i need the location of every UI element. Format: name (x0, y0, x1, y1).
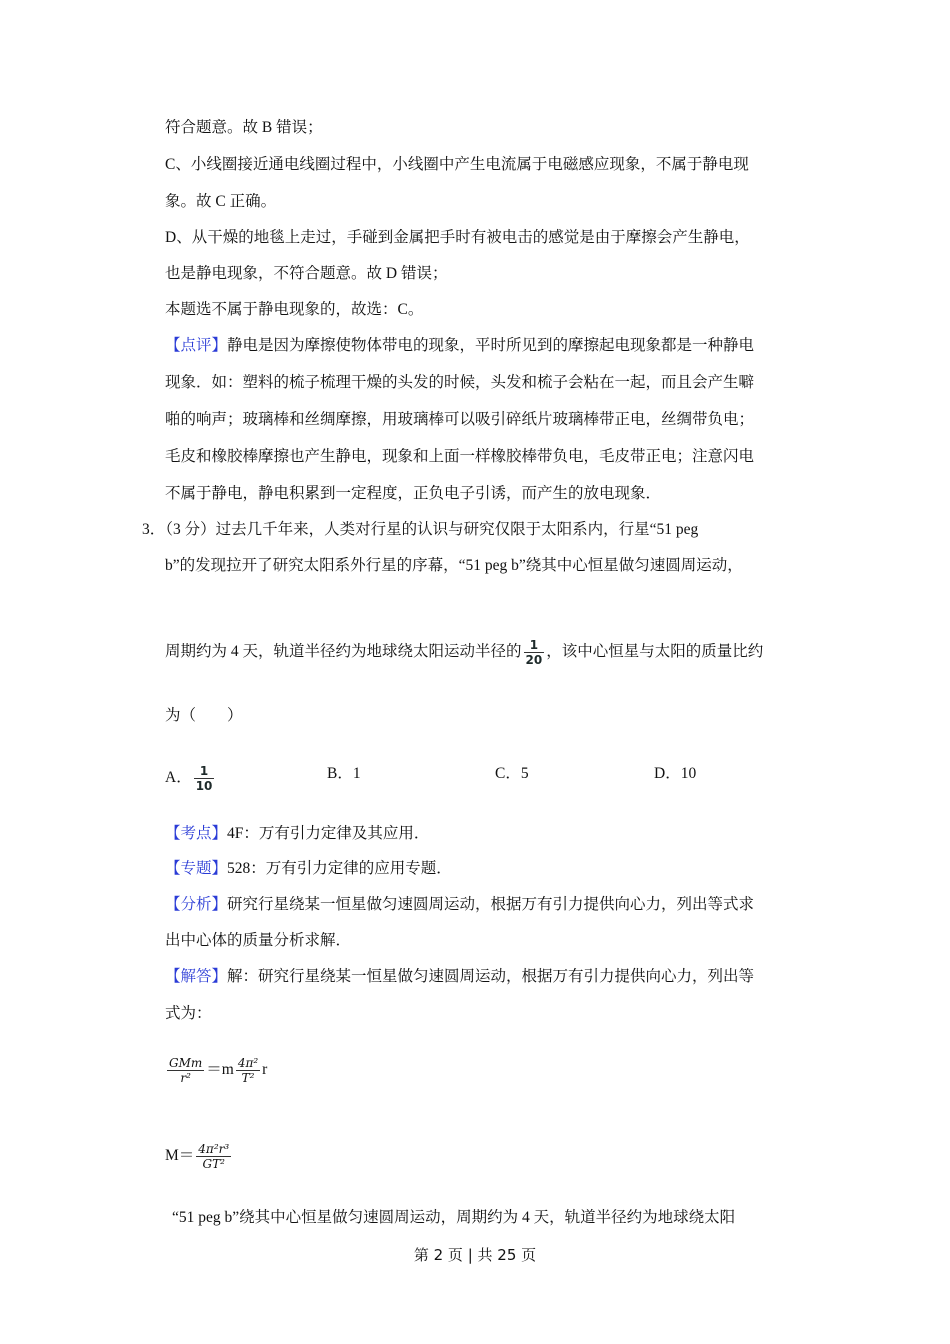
equals-sign: ＝m (206, 1061, 234, 1079)
option-label: D． (654, 765, 681, 782)
question-number: 3． (142, 521, 166, 538)
equation-1 (165, 1056, 267, 1085)
comment-line (165, 336, 754, 356)
option-label: B． (327, 765, 353, 782)
option-label: C． (495, 765, 521, 782)
fraction-num: 1 (199, 764, 209, 778)
comment-line: 啪的响声；玻璃棒和丝绸摩擦，用玻璃棒可以吸引碎纸片玻璃棒带正电，丝绸带负电； (165, 411, 755, 428)
text-line: C、小线圈接近通电线圈过程中，小线圈中产生电流属于电磁感应现象，不属于静电现 (165, 156, 749, 173)
jieda-line (165, 967, 754, 987)
question-line: b”的发现拉开了研究太阳系外行星的序幕，“51 peg b”绕其中心恒星做匀速圆周运动， (165, 557, 743, 574)
text-line: 象。故 C 正确。 (165, 193, 277, 210)
text-line: 本题选不属于静电现象的，故选：C。 (165, 301, 424, 318)
fraction (236, 1056, 260, 1085)
fraction-num: 1 (529, 638, 539, 652)
kaodian-line (165, 824, 429, 844)
comment-text: 静电是因为摩擦使物体带电的现象，平时所见到的摩擦起电现象都是一种静电 (227, 337, 755, 354)
fraction (524, 638, 545, 667)
option-b (327, 764, 361, 784)
zhuanti-tag: 【专题】 (165, 860, 228, 877)
fraction-num: GMm (169, 1056, 203, 1070)
zhuanti-text: 528：万有引力定律的应用专题． (227, 860, 452, 877)
kaodian-text: 4F：万有引力定律及其应用． (227, 825, 430, 842)
equation-lhs: M＝ (165, 1147, 195, 1165)
question-text: （3 分）过去几千年来，人类对行星的认识与研究仅限于太阳系内，行星“51 peg (165, 521, 699, 538)
fraction-den: r² (167, 1070, 204, 1085)
fraction-num: 4π²r³ (198, 1142, 230, 1156)
fenxi-line: 出中心体的质量分析求解． (165, 932, 352, 949)
question-line (165, 638, 763, 667)
jieda-tag: 【解答】 (165, 968, 228, 985)
text-line: D、从干燥的地毯上走过，手碰到金属把手时有被电击的感觉是由于摩擦会产生静电， (165, 229, 750, 246)
option-a (165, 764, 216, 793)
kaodian-tag: 【考点】 (165, 825, 228, 842)
fraction-den: GT² (196, 1156, 231, 1171)
fraction (167, 1056, 204, 1085)
option-c (495, 764, 529, 784)
fenxi-text: 研究行星绕某一恒星做匀速圆周运动，根据万有引力提供向心力，列出等式求 (227, 896, 755, 913)
page-footer: 第 2 页 | 共 25 页 (413, 1246, 537, 1264)
fenxi-line (165, 895, 754, 915)
fraction-num: 4π² (237, 1056, 259, 1070)
fraction (196, 1142, 231, 1171)
comment-line: 不属于静电，静电积累到一定程度，正负电子引诱，而产生的放电现象． (165, 485, 662, 502)
fraction-den: 20 (525, 653, 543, 667)
jieda-text: 解：研究行星绕某一恒星做匀速圆周运动，根据万有引力提供向心力，列出等 (227, 968, 755, 985)
option-value: 5 (520, 765, 529, 782)
option-label: A． (165, 769, 192, 787)
jieda-line: 式为： (165, 1005, 212, 1022)
fraction-den: 10 (195, 779, 213, 793)
fenxi-tag: 【分析】 (165, 896, 228, 913)
question-text: 周期约为 4 天，轨道半径约为地球绕太阳运动半径的 (165, 643, 522, 661)
fraction (194, 764, 215, 793)
comment-line: 毛皮和橡胶棒摩擦也产生静电，现象和上面一样橡胶棒带负电，毛皮带正电；注意闪电 (165, 448, 755, 465)
text-line: 符合题意。故 B 错误； (165, 119, 323, 136)
question-text: ，该中心恒星与太阳的质量比约 (546, 643, 764, 661)
comment-tag: 【点评】 (165, 337, 228, 354)
zhuanti-line (165, 859, 452, 879)
question-line (142, 520, 698, 540)
fraction-den: T² (236, 1070, 260, 1085)
option-value: 10 (680, 765, 697, 782)
option-value: 1 (352, 765, 361, 782)
comment-line: 现象．如：塑料的梳子梳理干燥的头发的时候，头发和梳子会粘在一起，而且会产生噼 (165, 374, 755, 391)
text-line: “51 peg b”绕其中心恒星做匀速圆周运动，周期约为 4 天，轨道半径约为地球绕太阳 (172, 1209, 736, 1226)
question-line: 为（ ） (165, 707, 243, 724)
equation-tail: r (262, 1061, 268, 1079)
option-d (654, 764, 696, 784)
text-line: 也是静电现象，不符合题意。故 D 错误； (165, 265, 448, 282)
equation-2 (165, 1142, 233, 1171)
